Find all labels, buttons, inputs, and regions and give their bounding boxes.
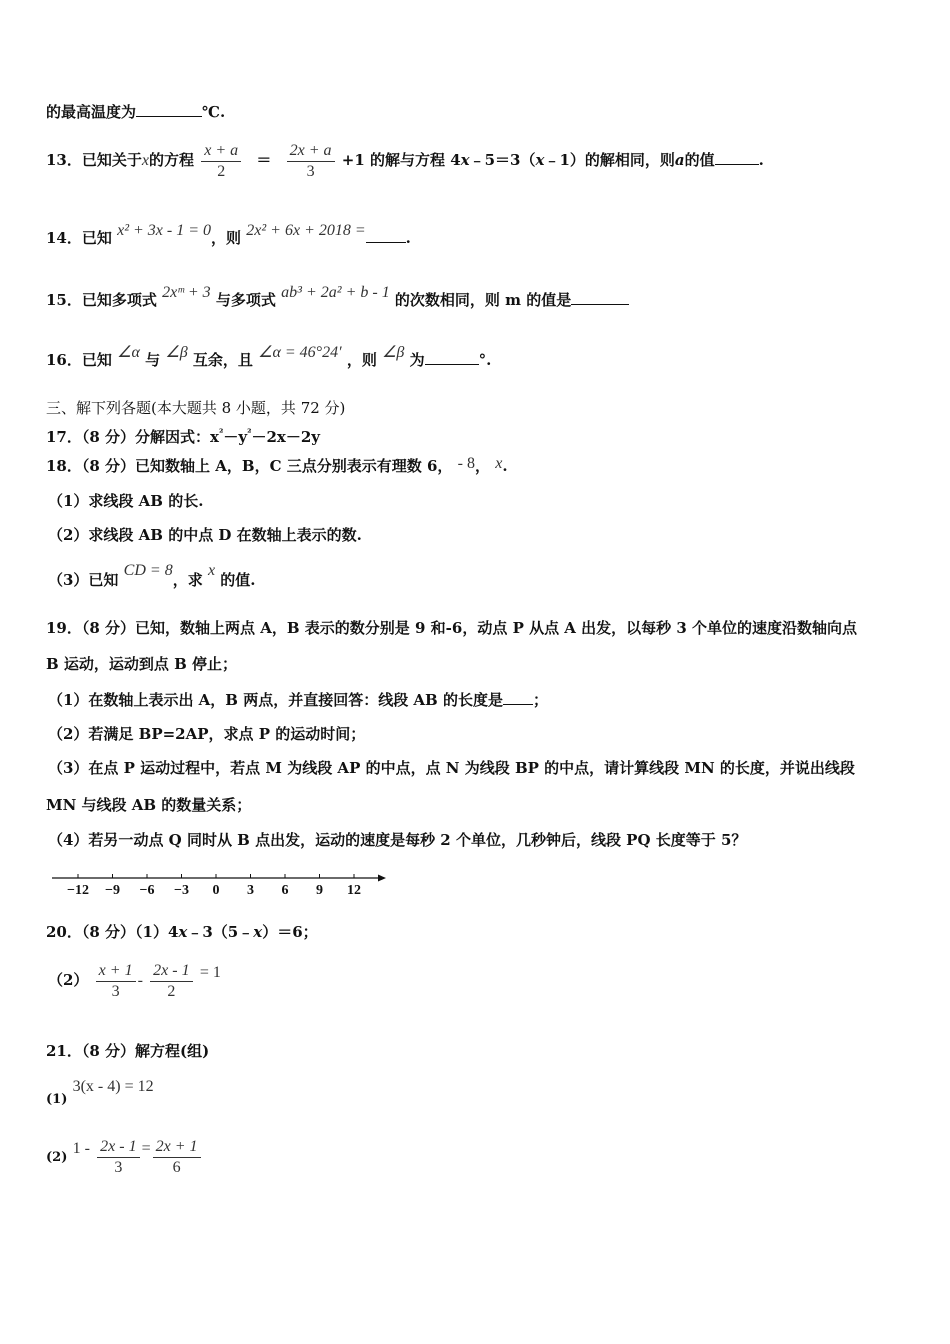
question-17 [46, 424, 320, 447]
math: x [178, 923, 188, 941]
text: . [758, 151, 764, 169]
math: x² + 3x - 1 = 0 [117, 222, 212, 239]
answer-blank[interactable] [715, 150, 759, 165]
text: (1) [46, 1092, 68, 1107]
denominator: 2 [217, 162, 226, 180]
fraction [287, 141, 335, 182]
question-16 [46, 344, 492, 371]
math: ∠β [165, 344, 188, 361]
numerator: x + a [201, 141, 241, 162]
text: ，求 [172, 571, 203, 589]
answer-blank[interactable] [366, 228, 406, 243]
text: °. [478, 351, 492, 369]
text: 14．已知 [46, 229, 112, 247]
math: ab³ + 2a² + b - 1 [281, 284, 390, 301]
number-line-tick-label: −6 [139, 883, 155, 898]
text: 与 [145, 351, 161, 369]
denominator: 3 [306, 162, 315, 180]
text: 16．已知 [46, 351, 112, 369]
text: 的最高温度为 [46, 103, 137, 121]
question-14 [46, 222, 411, 249]
number-line-tick-label: −3 [174, 883, 189, 898]
number-line-tick-label: 3 [247, 883, 254, 898]
math: x [207, 562, 216, 579]
math: x [460, 151, 470, 169]
text: ℃. [202, 103, 226, 121]
numerator: 2x - 1 [97, 1137, 139, 1158]
math: 1 - [72, 1140, 90, 1157]
math: ∠β [382, 344, 405, 361]
numerator: 2x - 1 [150, 961, 192, 982]
text: 18．（8 分）已知数轴上 A，B，C 三点分别表示有理数 6， [46, 457, 453, 475]
answer-blank[interactable] [503, 690, 533, 705]
math: 3(x - 4) = 12 [72, 1078, 154, 1095]
section-3-heading: 三、解下列各题(本大题共 8 小题，共 72 分) [46, 399, 346, 417]
arrow-right-icon [378, 875, 386, 882]
fraction [153, 1137, 201, 1178]
question-18-part-2: （2）求线段 AB 的中点 D 在数轴上表示的数. [48, 526, 362, 544]
denominator: 3 [111, 982, 120, 1000]
text: （1）在数轴上表示出 A，B 两点，并直接回答：线段 AB 的长度是 [48, 691, 503, 709]
answer-blank[interactable] [425, 350, 479, 365]
text: ﹣5＝3（ [469, 151, 536, 169]
text: (2) [46, 1150, 68, 1165]
text: ﹣3（5﹣ [187, 923, 254, 941]
number-line [52, 872, 392, 902]
question-18 [46, 456, 508, 477]
denominator: 2 [167, 982, 176, 1000]
math: ∠α = 46°24′ [258, 344, 342, 361]
numerator: 2x + a [287, 141, 335, 162]
text: （2） [48, 971, 89, 989]
number-line-tick-label: 12 [347, 883, 361, 898]
numerator: x + 1 [96, 961, 136, 982]
math: = [141, 1140, 151, 1157]
answer-blank[interactable] [136, 102, 202, 117]
question-21: 21．（8 分）解方程(组) [46, 1042, 210, 1060]
text: －2x－2y [251, 428, 321, 446]
number-line-tick-label: −9 [105, 883, 120, 898]
answer-blank[interactable] [571, 290, 629, 305]
text: . [405, 229, 411, 247]
question-20 [46, 922, 318, 942]
math: CD = 8 [123, 562, 173, 579]
text: ，则 [211, 229, 242, 247]
question-18-part-1: （1）求线段 AB 的长. [48, 492, 204, 510]
math: - 8 [457, 455, 475, 472]
question-19-part-3-line-1: （3）在点 P 运动过程中，若点 M 为线段 AP 的中点，点 N 为线段 BP 的中点，请计算线段 MN 的长度，并说出线段 [48, 759, 855, 777]
question-19-part-1 [48, 690, 548, 710]
math: x [535, 151, 545, 169]
number-line-tick-label: 0 [212, 883, 220, 898]
denominator: 3 [114, 1158, 123, 1176]
number-line-tick-label: 6 [281, 883, 289, 898]
line-prev-question-end [46, 102, 225, 122]
math: x [495, 455, 503, 472]
text: ² [247, 428, 252, 439]
fraction [150, 961, 192, 1002]
question-20-part-2 [48, 956, 221, 1005]
question-19-part-2: （2）若满足 BP=2AP，求点 P 的运动时间； [48, 725, 366, 743]
question-19-part-4: （4）若另一动点 Q 同时从 B 点出发，运动的速度是每秒 2 个单位，几秒钟后，线段 PQ 长度等于 5？ [48, 831, 747, 849]
math: 2xᵐ + 3 [162, 284, 211, 301]
numerator: 2x + 1 [153, 1137, 201, 1158]
math: 2x² + 6x + 2018 = [246, 222, 366, 239]
question-19-part-3-line-2: MN 与线段 AB 的数量关系； [46, 796, 252, 814]
number-line-tick-label: 9 [316, 883, 323, 898]
math: x [253, 923, 263, 941]
question-18-part-3 [48, 562, 256, 591]
text: 互余，且 [192, 351, 253, 369]
text: －y [223, 428, 248, 446]
text: 15．已知多项式 [46, 291, 157, 309]
number-line-tick-label: −12 [67, 883, 89, 898]
text: （3）已知 [48, 571, 119, 589]
math: a [674, 151, 685, 169]
math: - [137, 972, 143, 989]
math: x [141, 152, 149, 169]
question-19-line-1: 19．（8 分）已知，数轴上两点 A，B 表示的数分别是 9 和-6，动点 P 从点 A 出发，以每秒 3 个单位的速度沿数轴向点 [46, 619, 858, 637]
text: ﹣1）的解相同，则 [544, 151, 675, 169]
text: 的次数相同，则 m 的值是 [394, 291, 572, 309]
text: ² [218, 428, 224, 439]
question-19-line-2: B 运动，运动到点 B 停止； [46, 655, 238, 673]
text: 13．已知关于 [46, 151, 142, 169]
denominator: 6 [172, 1158, 181, 1176]
fraction [96, 961, 136, 1002]
text: +1 的解与方程 4 [341, 151, 461, 169]
text: 的值 [684, 151, 715, 169]
math: ∠α [117, 344, 140, 361]
text: ＝ [256, 151, 272, 169]
question-21-part-2 [46, 1132, 203, 1182]
text: 为 [409, 351, 425, 369]
math: = 1 [199, 964, 221, 981]
text: 20．（8 分）（1）4 [46, 923, 179, 941]
text: 17．（8 分）分解因式：x [46, 428, 219, 446]
text: 与多项式 [215, 291, 276, 309]
text: ）＝6； [262, 923, 318, 941]
text: 的值. [220, 571, 256, 589]
question-21-part-1 [46, 1074, 154, 1107]
fraction [201, 141, 241, 182]
fraction [97, 1137, 139, 1178]
question-15 [46, 284, 629, 311]
text: ； [532, 691, 548, 709]
text: ，则 [346, 351, 377, 369]
text: ， [474, 457, 490, 475]
question-13 [46, 140, 764, 182]
text: . [502, 457, 508, 475]
text: 的方程 [148, 151, 194, 169]
